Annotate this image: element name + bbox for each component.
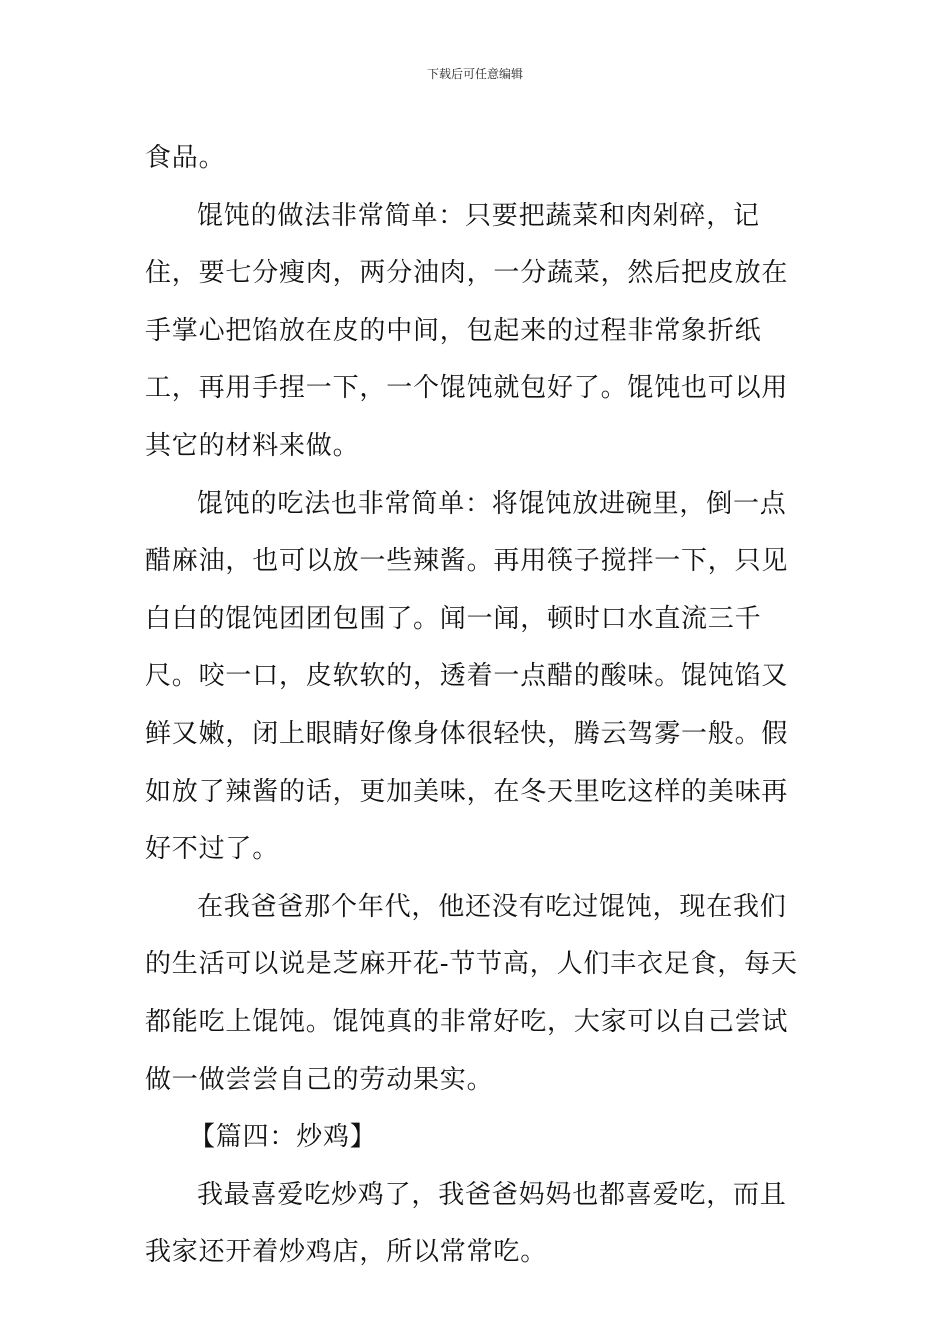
paragraph-3: 馄饨的吃法也非常简单：将馄饨放进碗里，倒一点醋麻油，也可以放一些辣酱。再用筷子搅拌一下，只见白白的馄饨团团包围了。闻一闻，顿时口水直流三千尺。咬一口，皮软软的，透着一点醋的酸味。馄饨馅又鲜又嫩，闭上眼睛好像身体很轻快，腾云驾雾一般。假如放了辣酱的话，更加美味，在冬天里吃这样的美味再好不过了。	[145, 488, 789, 865]
page-header: 下载后可任意编辑	[426, 67, 523, 81]
section-heading: 【篇四：炒鸡】	[189, 1122, 377, 1153]
document-body	[145, 130, 809, 1282]
paragraph-5: 我最喜爱吃炒鸡了，我爸爸妈妈也都喜爱吃，而且我家还开着炒鸡店，所以常常吃。	[145, 1179, 787, 1268]
paragraph-4: 在我爸爸那个年代，他还没有吃过馄饨，现在我们的生活可以说是芝麻开花-节节高，人们丰衣足食，每天都能吃上馄饨。馄饨真的非常好吃，大家可以自己尝试做一做尝尝自己的劳动果实。	[145, 891, 798, 1095]
paragraph-2: 馄饨的做法非常简单：只要把蔬菜和肉剁碎，记住，要七分瘦肉，两分油肉，一分蔬菜，然后把皮放在手掌心把馅放在皮的中间，包起来的过程非常象折纸工，再用手捏一下，一个馄饨就包好了。馄饨也可以用其它的材料来做。	[145, 200, 789, 461]
paragraph-1: 食品。	[145, 143, 226, 173]
